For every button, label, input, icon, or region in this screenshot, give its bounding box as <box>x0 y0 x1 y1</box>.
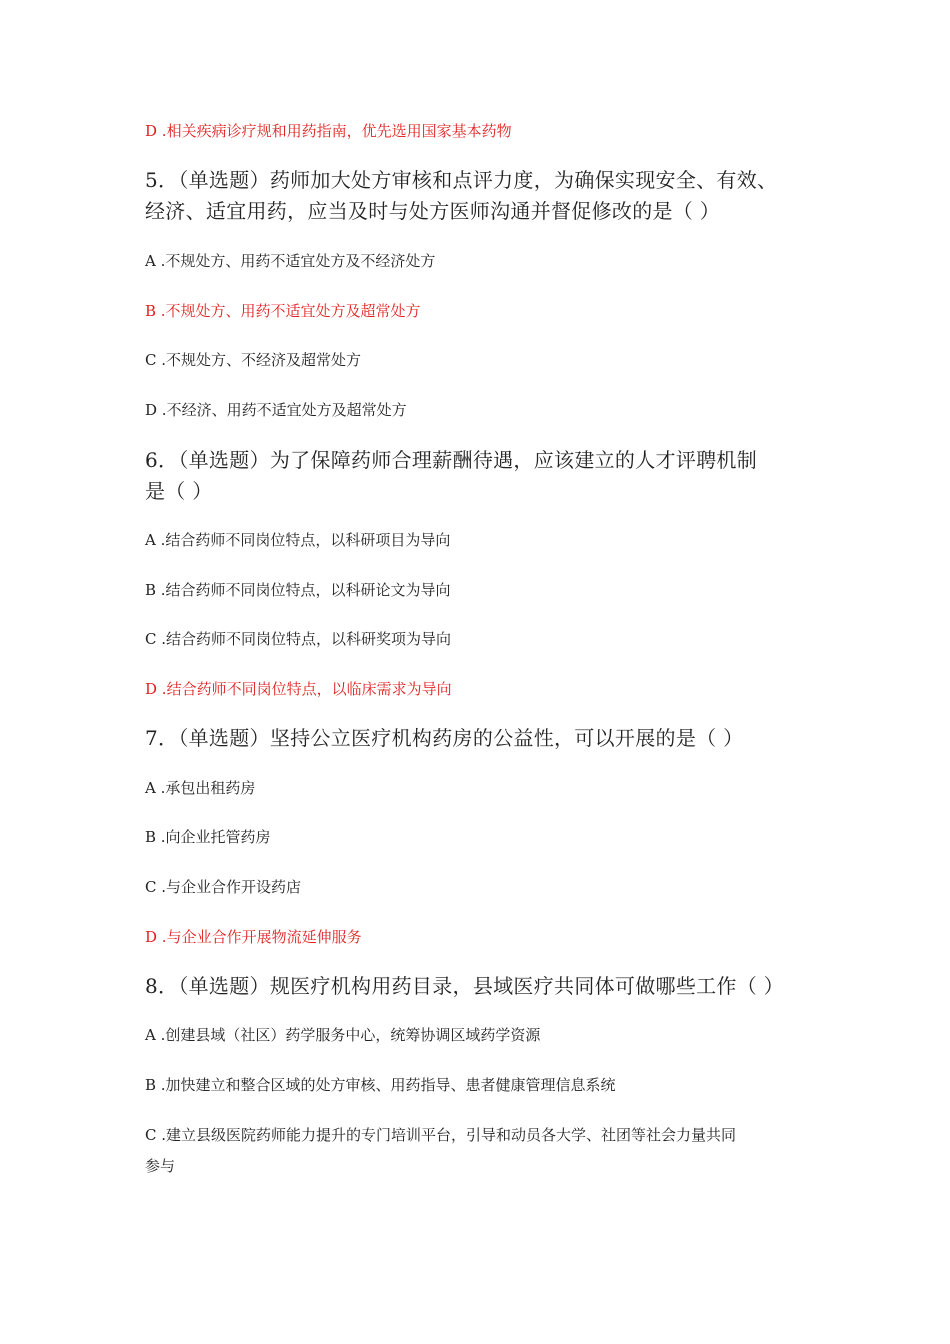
option-q8-a: A .创建县域（社区）药学服务中心，统筹协调区域药学资源 <box>145 1026 541 1044</box>
option-q8-c-line-2: 参与 <box>145 1157 176 1175</box>
option-q6-a: A .结合药师不同岗位特点，以科研项目为导向 <box>145 531 451 549</box>
option-q8-c-line-1: C .建立县级医院药师能力提升的专门培训平台，引导和动员各大学、社团等社会力量共同 <box>145 1126 737 1144</box>
option-q6-c: C .结合药师不同岗位特点，以科研奖项为导向 <box>145 630 452 648</box>
option-q8-b: B .加快建立和整合区域的处方审核、用药指导、患者健康管理信息系统 <box>145 1076 616 1094</box>
question-7-text: 7．（单选题）坚持公立医疗机构药房的公益性，可以开展的是（ ） <box>145 726 744 750</box>
option-q7-a: A .承包出租药房 <box>145 779 256 797</box>
option-q5-c: C .不规处方、不经济及超常处方 <box>145 351 362 369</box>
answer-option-q4-d: D .相关疾病诊疗规和用药指南，优先选用国家基本药物 <box>145 122 512 140</box>
answer-option-q7-d: D .与企业合作开展物流延伸服务 <box>145 928 362 946</box>
option-q7-b: B .向企业托管药房 <box>145 828 271 846</box>
option-q7-c: C .与企业合作开设药店 <box>145 878 302 896</box>
question-6-text-line-1: 6．（单选题）为了保障药师合理薪酬待遇，应该建立的人才评聘机制 <box>145 448 758 472</box>
question-5-text-line-2: 经济、适宜用药，应当及时与处方医师沟通并督促修改的是（ ） <box>145 199 721 223</box>
answer-option-q5-b: B .不规处方、用药不适宜处方及超常处方 <box>145 302 421 320</box>
question-6-text-line-2: 是（ ） <box>145 479 213 503</box>
option-q5-d: D .不经济、用药不适宜处方及超常处方 <box>145 401 407 419</box>
option-q5-a: A .不规处方、用药不适宜处方及不经济处方 <box>145 252 436 270</box>
answer-option-q6-d: D .结合药师不同岗位特点，以临床需求为导向 <box>145 680 452 698</box>
option-q6-b: B .结合药师不同岗位特点，以科研论文为导向 <box>145 581 451 599</box>
question-5-text-line-1: 5．（单选题）药师加大处方审核和点评力度，为确保实现安全、有效、 <box>145 168 778 192</box>
question-8-text: 8．（单选题）规医疗机构用药目录，县域医疗共同体可做哪些工作（ ） <box>145 974 784 998</box>
